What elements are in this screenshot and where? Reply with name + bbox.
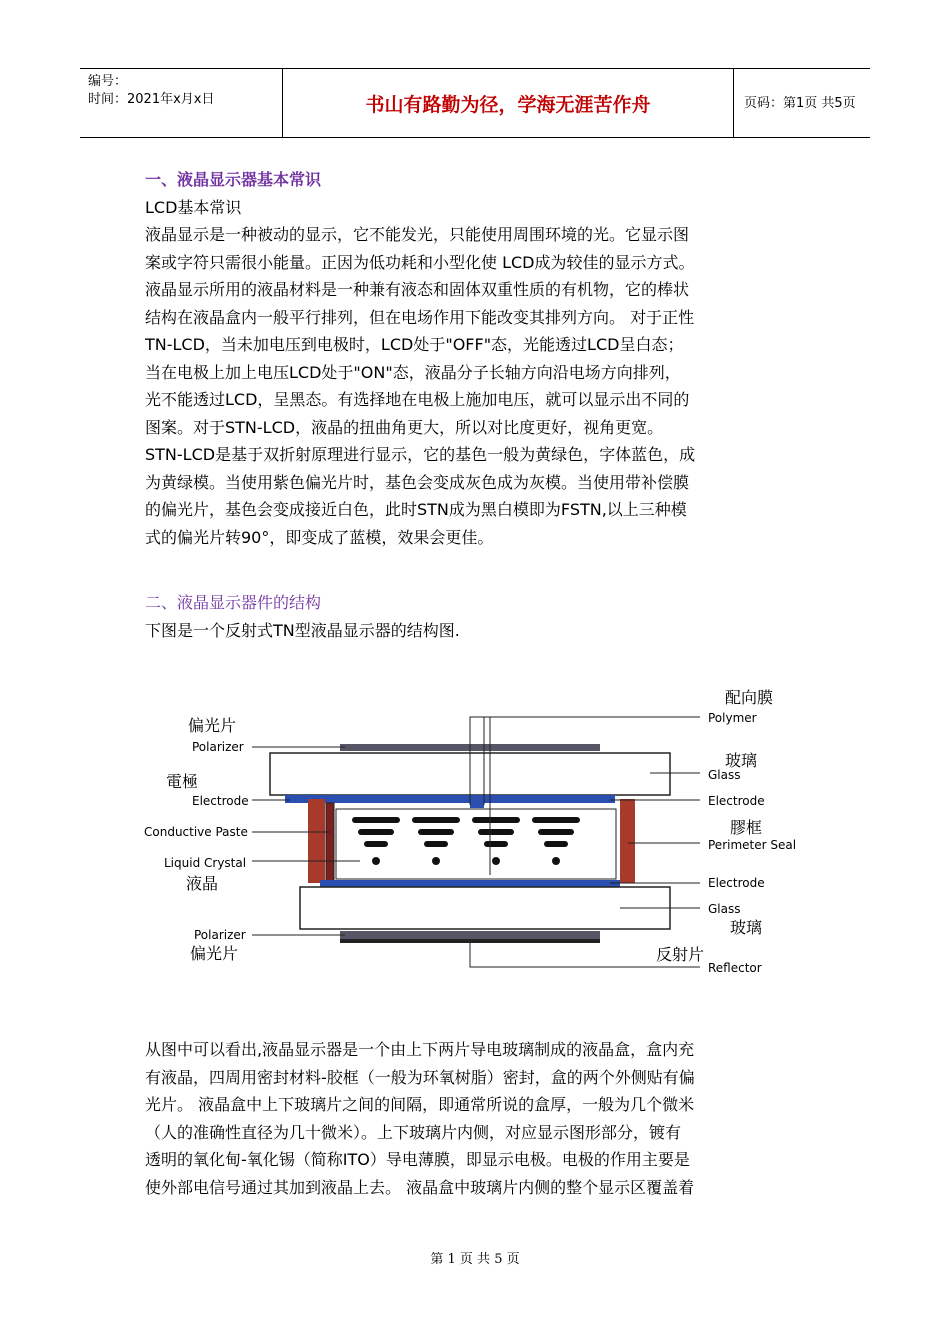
section1-line: 液晶显示所用的液晶材料是一种兼有液态和固体双重性质的有机物，它的棒状 [145,280,690,299]
section3-line: 从图中可以看出,液晶显示器是一个由上下两片导电玻璃制成的液晶盒，盒内充 [145,1040,695,1059]
section1-line: 结构在液晶盒内一般平行排列，但在电场作用下能改变其排列方向。 对于正性 [145,307,695,327]
section1-line: 液晶显示是一种被动的显示，它不能发光，只能使用周围环境的光。它显示图 [145,225,690,244]
bottom-electrode [320,880,620,887]
section1-line: 的偏光片，基色会变成接近白色，此时STN成为黑白模即为FSTN,以上三种模 [145,500,687,519]
section1-heading: 一、液晶显示器基本常识 [145,170,322,189]
left-perimeter-seal [308,799,325,883]
section1-line: STN-LCD是基于双折射原理进行显示，它的基色一般为黄绿色，字体蓝色，成 [145,445,696,464]
label-conductive-paste: Conductive Paste [144,825,248,839]
label-electrode-en-right-bottom: Electrode [708,876,765,890]
section-explanation [145,1036,815,1201]
bottom-polarizer [340,931,600,939]
label-seal-en: Perimeter Seal [708,838,797,852]
label-polarizer-en-top: Polarizer [192,740,244,754]
label-glass-en-bottom: Glass [708,902,741,916]
right-perimeter-seal [620,799,635,883]
page-header [80,68,870,138]
bottom-glass [300,887,670,929]
label-polarizer-cn-top: 偏光片 [188,716,237,735]
label-reflector-en: Reflector [708,961,762,975]
header-motto-cell [282,69,734,137]
section2-heading: 二、液晶显示器件的结构 [145,593,322,612]
motto: 书山有路勤为径，学海无涯苦作舟 [365,93,651,116]
number-label: 编号： [88,74,128,89]
section1-line: 当在电极上加上电压LCD处于"ON"态，液晶分子长轴方向沿电场方向排列， [145,362,681,382]
label-electrode-en-left: Electrode [192,794,249,808]
label-liquid-crystal: Liquid Crystal [164,856,247,870]
label-electrode-en-right-top: Electrode [708,794,765,808]
section3-line: 透明的氧化甸-氧化锡（简称ITO）导电薄膜，即显示电极。电极的作用主要是 [145,1150,690,1169]
section3-line: 有液晶，四周用密封材料-胶框（一般为环氧树脂）密封，盒的两个外侧贴有偏 [145,1067,695,1087]
label-polarizer-cn-bottom: 偏光片 [190,944,239,963]
label-glass-cn-top: 玻璃 [725,751,758,770]
section1-subheading: LCD基本常识 [145,197,242,217]
label-liquid-crystal-cn: 液晶 [186,874,219,893]
top-electrode [285,795,615,803]
section-structure [145,589,815,644]
section1-line: 光不能透过LCD，呈黑态。有选择地在电极上施加电压，就可以显示出不同的 [145,390,690,409]
lcd-structure-diagram [140,675,810,985]
label-polymer-en: Polymer [708,711,757,725]
section1-line: TN-LCD，当未加电压到电极时，LCD处于"OFF"态，光能透过LCD呈白态； [145,335,684,354]
label-reflector-cn: 反射片 [656,945,705,964]
label-polymer-cn: 配向膜 [725,688,774,707]
section1-line: 式的偏光片转90°，即变成了蓝模，效果会更佳。 [145,527,494,547]
section3-line: 使外部电信号通过其加到液晶上去。 液晶盒中玻璃片内侧的整个显示区覆盖着 [145,1177,695,1197]
page-code: 页码：第1页 共5页 [744,95,856,111]
section3-line: 光片。 液晶盒中上下玻璃片之间的间隔，即通常所说的盒厚，一般为几个微米 [145,1095,695,1114]
section3-line: （人的准确性直径为几十微米）。上下玻璃片内侧，对应显示图形部分，镀有 [145,1122,682,1142]
label-glass-en-top: Glass [708,768,741,782]
header-page-cell [734,69,870,137]
label-electrode-cn: 電極 [166,772,199,791]
label-polarizer-en-bottom: Polarizer [194,928,246,942]
top-electrode-segment [470,803,484,808]
section1-line: 图案。对于STN-LCD，液晶的扭曲角更大，所以对比度更好，视角更宽。 [145,417,664,437]
page-footer: 第 1 页 共 5 页 [430,1252,520,1267]
section-basic-knowledge [145,166,815,551]
label-seal-cn: 膠框 [730,818,763,837]
section2-intro: 下图是一个反射式TN型液晶显示器的结构图. [145,620,460,640]
conductive-paste [326,803,334,881]
header-meta [80,69,282,137]
label-glass-cn-bottom: 玻璃 [730,918,763,937]
time-label: 时间：2021年x月x日 [88,92,215,107]
section1-line: 为黄绿模。当使用紫色偏光片时，基色会变成灰色成为灰模。当使用带补偿膜 [145,472,690,492]
section1-line: 案或字符只需很小能量。正因为低功耗和小型化使 LCD成为较佳的显示方式。 [145,252,695,272]
